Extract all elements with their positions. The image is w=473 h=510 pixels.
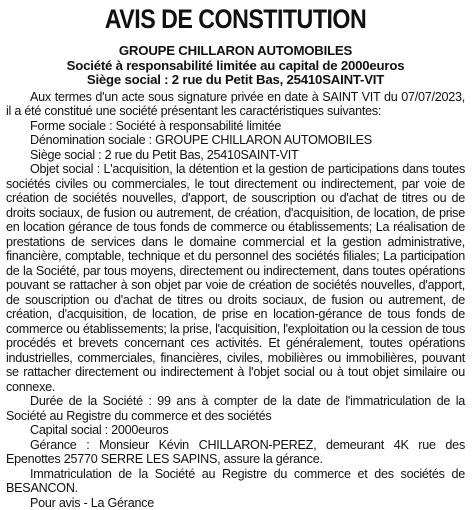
company-seat: Siège social : 2 rue du Petit Bas, 25410SAINT-VIT xyxy=(6,73,465,88)
denomination-sociale: Dénomination sociale : GROUPE CHILLARON AUTOMOBILES xyxy=(6,133,465,148)
siege-social: Siège social : 2 rue du Petit Bas, 25410SAINT-VIT xyxy=(6,148,465,163)
objet-social: Objet social : L'acquisition, la détention et la gestion de participations dans toutes sociétés civiles ou commerciales, le tout directement ou indirectement, par voie de création de sociétés nouvelles, d'apport, de souscription ou d'achat de titres ou de droits sociaux, de fusion ou autrement, de création, d'acquisition, de location, de prise en location gérance de tous fonds de commerce ou établissements; La réalisation de prestations de services dans le domaine commercial et la gestion administrative, financière, comptable, technique et du personnel des sociétés filiales; La participation de la Société, par tous moyens, directement ou indirectement, dans toutes opérations pouvant se rattacher à son objet par voie de création de sociétés nouvelles, d'apport, de souscription ou d'achat de titres ou droits sociaux, de fusion ou autrement, de création, d'acquisition, de location, de prise en location-gérance de tous fonds de commerce ou établissements; la prise, l'acquisition, l'exploitation ou la cession de tous procédés et brevets concernant ces activités. Et généralement, toutes opérations industrielles, commerciales, financières, civiles, mobilières ou immobilières, pouvant se rattacher directement ou indirectement à l'objet social ou à tout objet similaire ou connexe. xyxy=(6,162,465,394)
signature: Pour avis - La Gérance xyxy=(6,496,465,510)
capital-social: Capital social : 2000euros xyxy=(6,423,465,438)
duree-societe: Durée de la Société : 99 ans à compter de la date de l'immatriculation de la Société au Registre du commerce et des sociétés xyxy=(6,394,465,423)
gerance: Gérance : Monsieur Kévin CHILLARON-PEREZ, demeurant 4K rue des Epenottes 25770 SERRE LES SAPINS, assure la gérance. xyxy=(6,438,465,467)
notice-title: AVIS DE CONSTITUTION xyxy=(38,4,433,34)
company-form-capital: Société à responsabilité limitée au capital de 2000euros xyxy=(6,59,465,74)
immatriculation: Immatriculation de la Société au Registre du commerce et des sociétés de BESANCON. xyxy=(6,467,465,496)
intro-paragraph: Aux termes d'un acte sous signature privée en date à SAINT VIT du 07/07/2023, il a été constitué une société présentant les caractéristiques suivantes: xyxy=(6,90,465,119)
notice-body xyxy=(6,90,465,510)
company-name: GROUPE CHILLARON AUTOMOBILES xyxy=(6,44,465,59)
forme-sociale: Forme sociale : Société à responsabilité limitée xyxy=(6,119,465,134)
